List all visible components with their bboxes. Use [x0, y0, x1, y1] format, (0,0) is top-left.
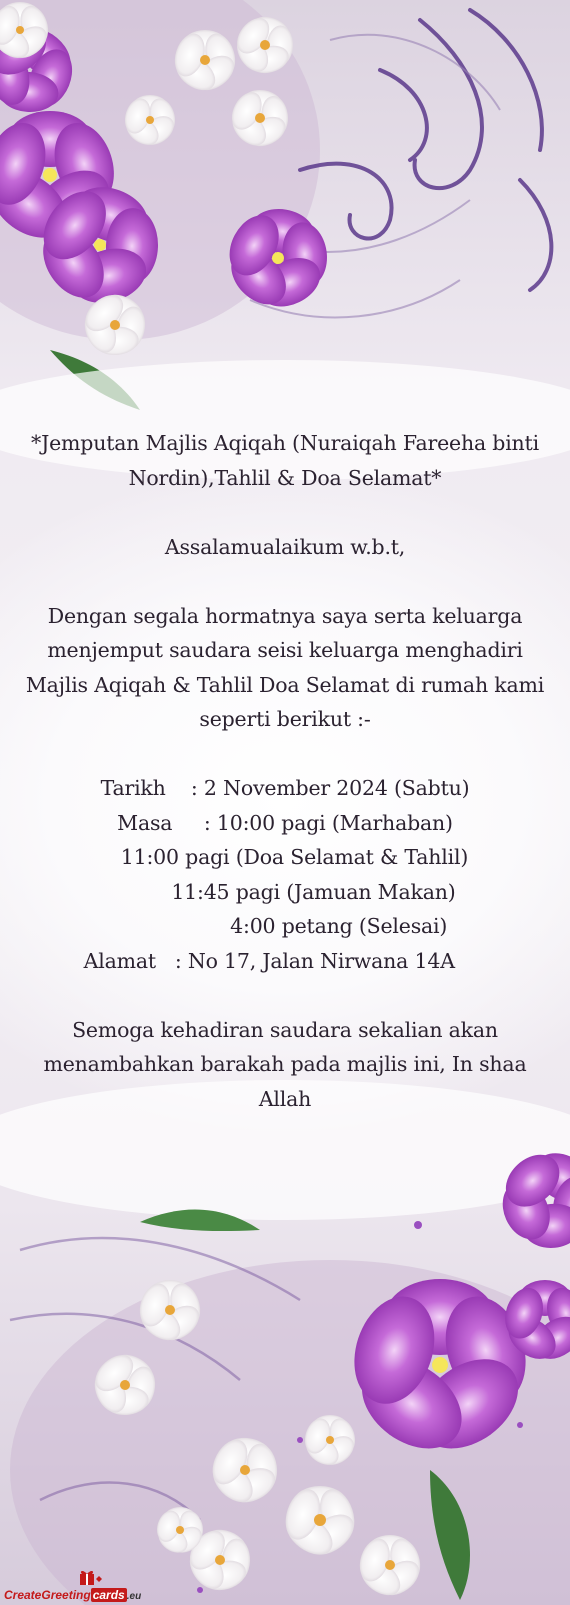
watermark-text: CreateGreeting cards .eu — [4, 1588, 142, 1602]
invitation-body: Dengan segala hormatnya saya serta keluarga menjemput saudara seisi keluarga menghadiri Majlis Aqiqah & Tahlil Doa Selamat di rumah kami seperti berikut :- — [25, 603, 545, 731]
detail-date: Tarikh : 2 November 2024 (Sabtu) — [100, 776, 470, 800]
invitation-message — [20, 426, 550, 1116]
top-floral-cluster — [0, 0, 551, 410]
detail-time-1: Masa : 10:00 pagi (Marhaban) — [117, 810, 453, 835]
event-details — [20, 771, 550, 978]
detail-time-3: 11:45 pagi (Jamuan Makan) — [114, 879, 456, 904]
invitation-title: *Jemputan Majlis Aqiqah (Nuraiqah Fareeha binti Nordin),Tahlil & Doa Selamat* — [31, 431, 539, 490]
closing-wish: Semoga kehadiran saudara sekalian akan menambahkan barakah pada majlis ini, In shaa Allah — [43, 1017, 527, 1111]
detail-address: Alamat : No 17, Jalan Nirwana 14A — [83, 948, 487, 973]
greeting: Assalamualaikum w.b.t, — [164, 534, 406, 559]
detail-time-4: 4:00 petang (Selesai) — [122, 914, 448, 938]
watermark-logo[interactable] — [0, 1567, 150, 1605]
gift-icon — [74, 1569, 104, 1585]
detail-time-2: 11:00 pagi (Doa Selamat & Tahlil) — [101, 845, 469, 869]
